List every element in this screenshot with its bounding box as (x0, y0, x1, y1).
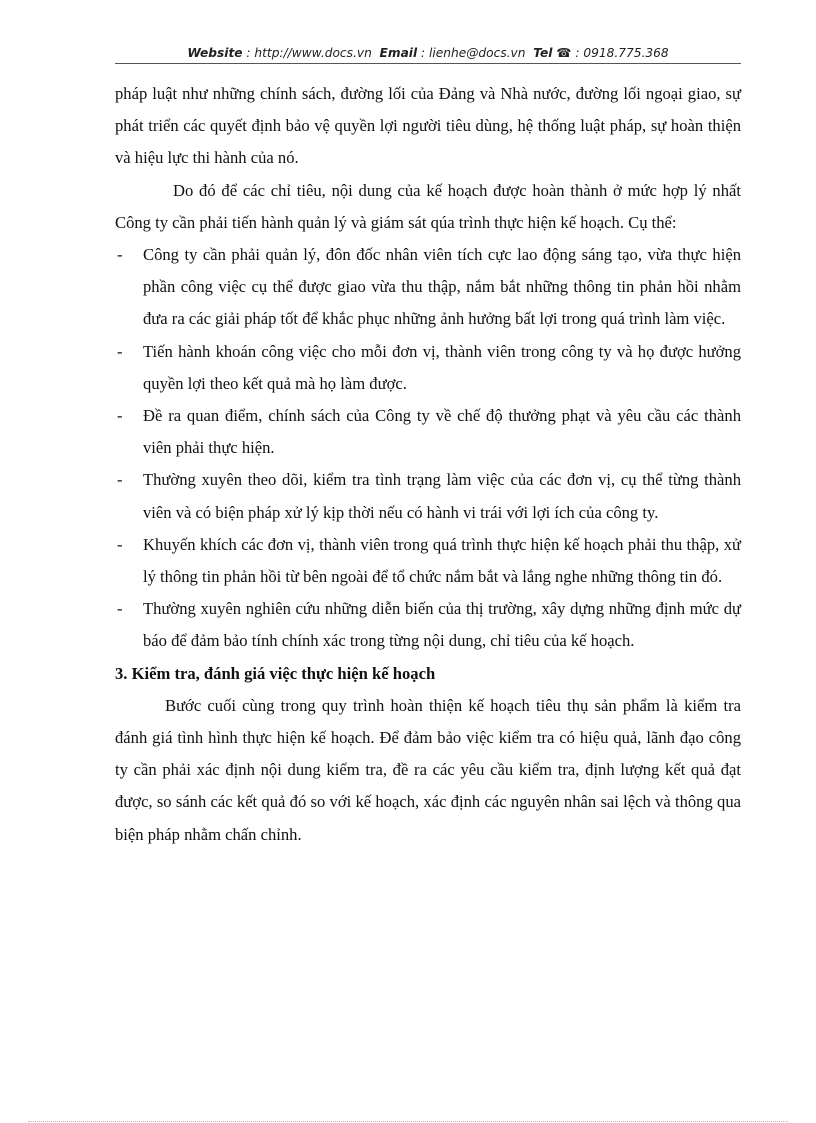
bullet-text: Tiến hành khoán công việc cho mỗi đơn vị, thành viên trong công ty và họ được hưởng quyền lợi theo kết quả mà họ làm được. (143, 341, 741, 393)
bullet-text: Thường xuyên nghiên cứu những diễn biến của thị trường, xây dựng những định mức dự báo để đảm bảo tính chính xác trong từng nội dung, chỉ tiêu của kế hoạch. (143, 599, 741, 651)
website-url[interactable]: http://www.docs.vn (254, 46, 372, 60)
bullet-text: Công ty cần phải quản lý, đôn đốc nhân viên tích cực lao động sáng tạo, vừa thực hiện phần công việc cụ thể được giao vừa thu thập, nắm bắt những thông tin phản hồi nhằm đưa ra các giải pháp tốt để khắc phục những ảnh hưởng bất lợi trong quá trình làm việc. (143, 245, 741, 329)
paragraph-management: Do đó để các chỉ tiêu, nội dung của kế hoạch được hoàn thành ở mức hợp lý nhất Công ty cần phải tiến hành quản lý và giám sát qúa trình thực hiện kế hoạch. Cụ thể: (115, 180, 741, 232)
bullet-text: Đề ra quan điểm, chính sách của Công ty về chế độ thưởng phạt và yêu cầu các thành viên phải thực hiện. (143, 406, 741, 458)
email-address[interactable]: lienhe@docs.vn (429, 46, 526, 60)
website-label: Website (187, 46, 243, 60)
list-item (115, 336, 741, 400)
bullet-marker: - (117, 534, 123, 554)
tel-label: Tel (533, 46, 553, 60)
header-divider (115, 63, 741, 64)
tel-separator: : (571, 46, 584, 60)
bullet-marker: - (117, 245, 123, 265)
footer-divider (28, 1121, 788, 1122)
list-item (115, 464, 741, 528)
list-item (115, 239, 741, 336)
bullet-marker: - (117, 341, 123, 361)
list-item (115, 593, 741, 657)
phone-icon: ☎ (556, 46, 572, 60)
page-header (115, 46, 741, 60)
bullet-marker: - (117, 599, 123, 619)
bullet-text: Khuyến khích các đơn vị, thành viên trong quá trình thực hiện kế hoạch phải thu thập, xử lý thông tin phản hồi từ bên ngoài để tổ chức nắm bắt và lắng nghe những thông tin đó. (143, 534, 741, 587)
paragraph-intro: pháp luật như những chính sách, đường lối của Đảng và Nhà nước, đường lối ngoại giao, sự phát triển các quyết định bảo vệ quyền lợi người tiêu dùng, hệ thống luật pháp, sự hoàn thiện và hiệu lực thi hành của nó. (115, 84, 741, 168)
paragraph-evaluation: Bước cuối cùng trong quy trình hoàn thiện kế hoạch tiêu thụ sản phẩm là kiểm tra đánh giá tình hình thực hiện kế hoạch. Để đảm bảo việc kiểm tra có hiệu quả, lãnh đạo công ty cần phải xác định nội dung kiểm tra, đề ra các yêu cầu kiểm tra, định lượng kết quả đạt được, so sánh các kết quả đó so với kế hoạch, xác định các nguyên nhân sai lệch và thông qua biện pháp nhằm chấn chỉnh. (115, 695, 741, 844)
website-separator: : (242, 46, 255, 60)
tel-number: 0918.775.368 (583, 46, 669, 60)
bullet-text: Thường xuyên theo dõi, kiểm tra tình trạng làm việc của các đơn vị, cụ thể từng thành viên và có biện pháp xử lý kịp thời nếu có hành vi trái với lợi ích của công ty. (143, 470, 741, 522)
list-item (115, 529, 741, 593)
email-separator: : (417, 46, 430, 60)
list-item (115, 400, 741, 464)
document-body (115, 78, 741, 851)
bullet-marker: - (117, 406, 123, 426)
section-heading: 3. Kiểm tra, đánh giá việc thực hiện kế hoạch (115, 663, 436, 683)
bullet-marker: - (117, 470, 123, 490)
email-label: Email (379, 46, 418, 60)
